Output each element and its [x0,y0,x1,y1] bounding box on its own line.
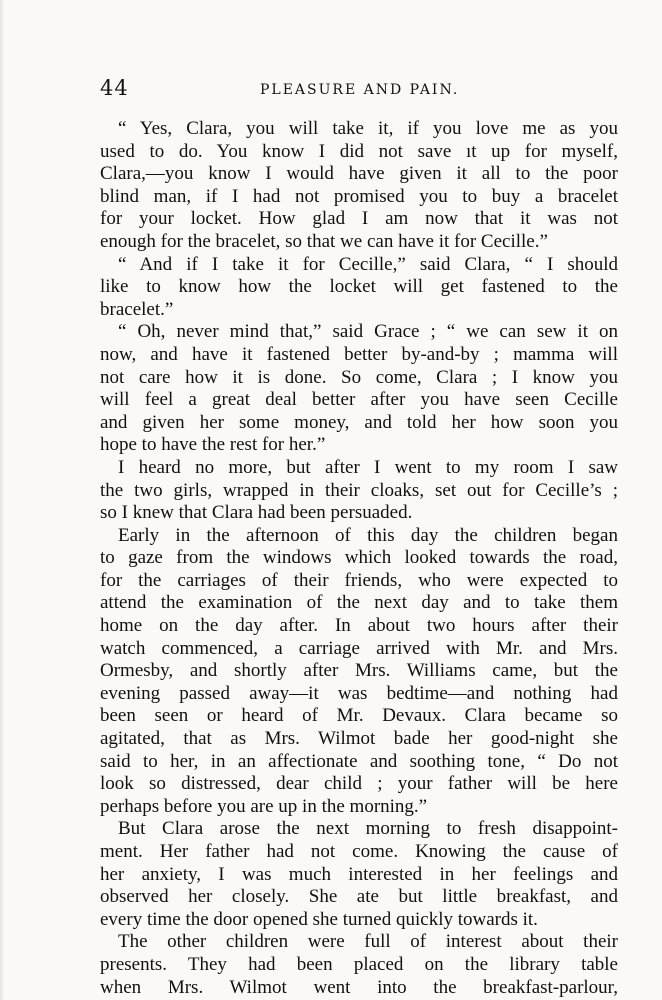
text-line: like to know how the locket will get fastened to the [100,276,618,298]
text-line: blind man, if I had not promised you to buy a bracelet [100,185,618,207]
text-line: Ormesby, and shortly after Mrs. Williams came, but the [100,660,618,682]
text-line: ment. Her father had not come. Knowing the cause of [100,841,618,862]
text-line: presents. They had been placed on the library table [100,953,618,975]
text-line: The other children were full of interest about their [118,931,618,953]
text-line: for the carriages of their friends, who were expected to [100,569,618,591]
text-line: said to her, in an affectionate and soothing tone, “ Do not [100,750,618,772]
text-line: watch commenced, a carriage arrived with Mr. and Mrs. [100,637,618,659]
text-line: I heard no more, but after I went to my room I saw [118,456,618,478]
page-edge-shadow [0,0,4,1000]
text-line: Early in the afternoon of this day the children began [118,524,618,546]
page-header [100,76,584,106]
text-line: enough for the bracelet, so that we can have it for Cecille.” [100,230,548,252]
text-line: Clara,—you know I would have given it all to the poor [100,163,618,185]
running-title: PLEASURE AND PAIN. [260,82,460,98]
text-line: hope to have the rest for her.” [100,434,326,456]
text-line: observed her closely. She ate but little breakfast, and [100,886,618,908]
page-number: 44 [100,76,129,100]
text-line: “ Yes, Clara, you will take it, if you love me as you [118,118,618,139]
text-line: perhaps before you are up in the morning.” [100,795,428,817]
text-line: for your locket. How glad I am now that it was not [100,208,618,230]
text-line: home on the day after. In about two hours after their [100,615,618,637]
text-line: But Clara arose the next morning to fresh disappoint- [118,818,618,840]
text-line: bracelet.” [100,298,174,320]
text-line: evening passed away—it was bedtime—and nothing had [100,682,618,704]
text-line: every time the door opened she turned quickly towards it. [100,908,538,930]
text-line: been seen or heard of Mr. Devaux. Clara became so [100,705,618,727]
text-line: the two girls, wrapped in their cloaks, set out for Cecille’s ; [100,479,618,501]
text-line: look so distressed, dear child ; your father will be here [100,773,618,795]
text-line: and given her some money, and told her how soon you [100,411,618,433]
text-line: will feel a great deal better after you have seen Cecille [100,389,618,411]
text-line: so I knew that Clara had been persuaded. [100,502,413,524]
text-line: now, and have it fastened better by-and-by ; mamma will [100,343,618,365]
text-line: “ And if I take it for Cecille,” said Clara, “ I should [118,253,618,275]
text-line: attend the examination of the next day and to take them [100,592,618,614]
text-line: not care how it is done. So come, Clara ; I know you [100,366,618,388]
text-line: used to do. You know I did not save ıt up for myself, [100,140,618,162]
text-line: her anxiety, I was much interested in her feelings and [100,863,618,885]
text-line: agitated, that as Mrs. Wilmot bade her good-night she [100,728,618,750]
body-text [100,118,618,999]
text-line: to gaze from the windows which looked towards the road, [100,547,618,569]
text-line: when Mrs. Wilmot went into the breakfast-parlour, [100,976,618,998]
text-line: “ Oh, never mind that,” said Grace ; “ we can sew it on [118,321,618,343]
